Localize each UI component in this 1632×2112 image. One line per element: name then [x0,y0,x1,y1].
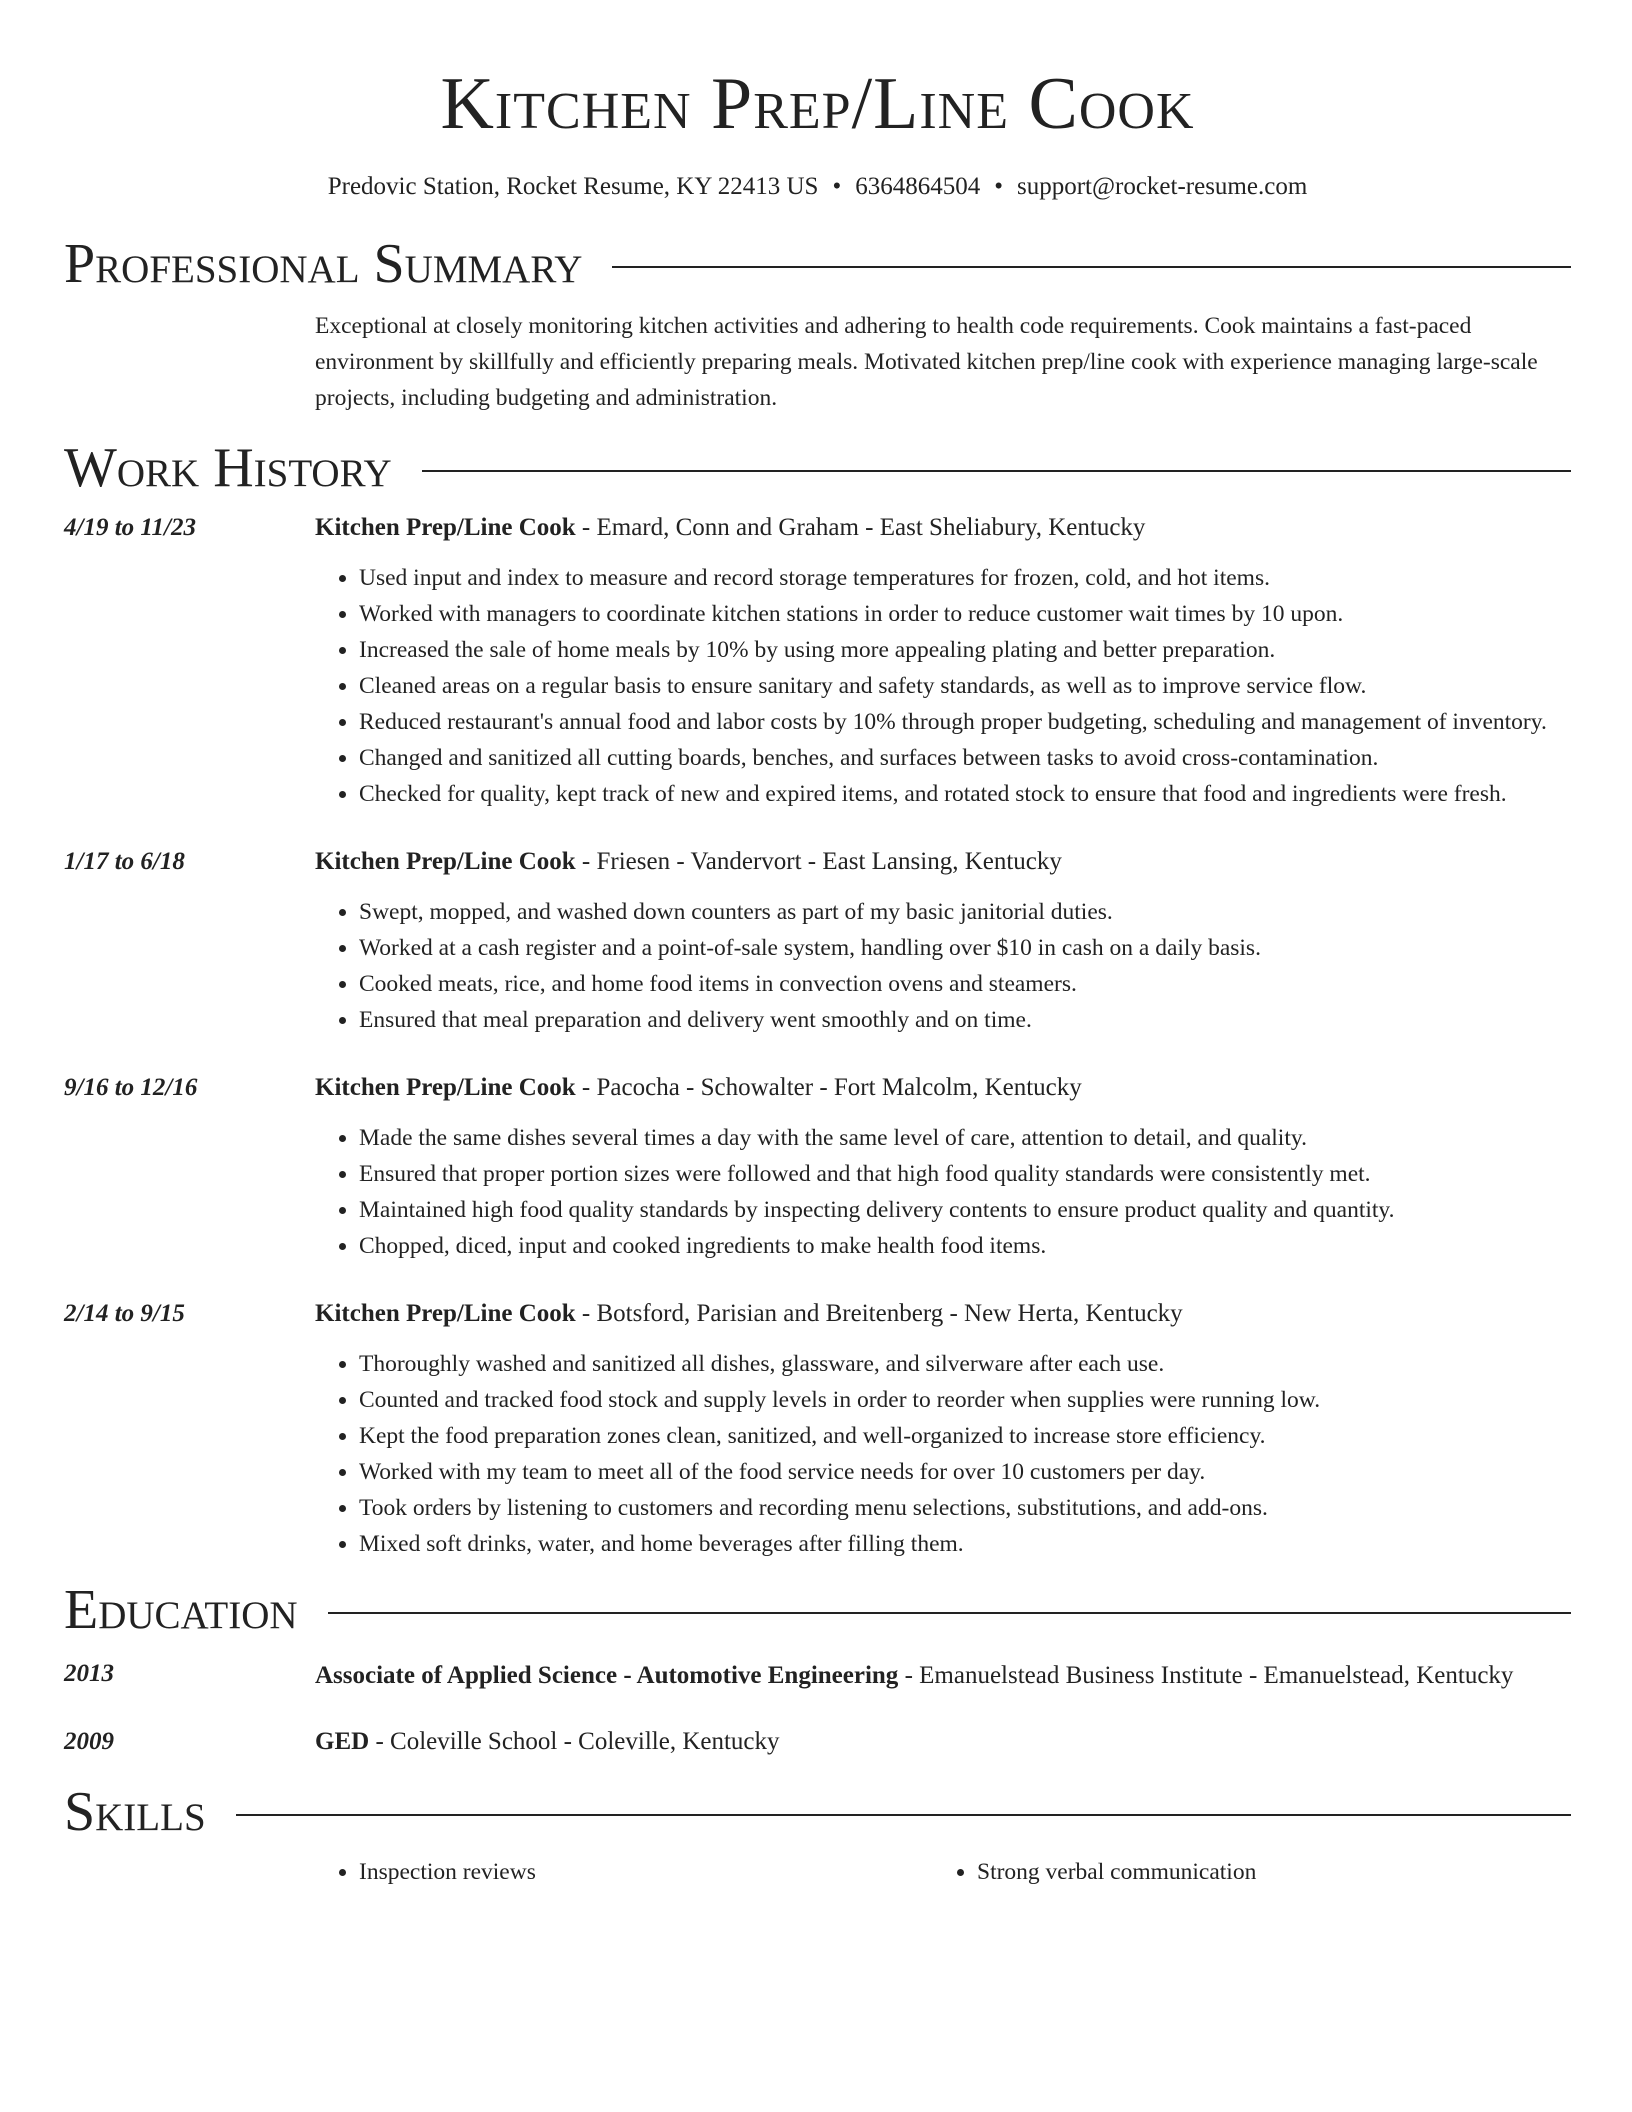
resume-page [64,0,1571,1890]
skills-column-left [315,1854,933,1890]
job-bullet: • Made the same dishes several times a day with the same level of care, attention to detail, and quality. [359,1120,1571,1156]
job-employer: - Botsford, Parisian and Breitenberg - New Herta, Kentucky [575,1300,1183,1327]
job-title: Kitchen Prep/Line Cook [315,1074,576,1101]
job-bullet: • Increased the sale of home meals by 10% by using more appealing plating and better preparation. [359,632,1571,668]
summary-heading: Professional Summary [64,233,583,295]
job-bullet: • Worked at a cash register and a point-of-sale system, handling over $10 in cash on a daily basis. [359,930,1571,966]
job-bullet: • Maintained high food quality standards by inspecting delivery contents to ensure product quality and quantity. [359,1192,1571,1228]
job-bullet-list [315,560,1571,812]
education-year: 2013 [64,1660,114,1687]
job-title-line [315,844,1571,880]
job-body [315,1070,1571,1264]
education-degree: GED [315,1728,370,1755]
job-bullet: • Kept the food preparation zones clean, sanitized, and well-organized to increase store efficiency. [359,1418,1571,1454]
education-heading: Education [64,1579,298,1641]
contact-separator: • [832,173,842,200]
work-heading: Work History [64,437,392,499]
skills-section-header [64,1782,1571,1842]
contact-address: Predovic Station, Rocket Resume, KY 22413 US [327,173,819,200]
job-entry [64,510,1571,812]
education-school: - Coleville School - Coleville, Kentucky [369,1728,780,1755]
job-title-line [315,1296,1571,1332]
skill-item: • Inspection reviews [359,1854,933,1890]
education-entry [64,1724,1571,1760]
job-title: Kitchen Prep/Line Cook [315,848,576,875]
job-title-line [315,510,1571,546]
education-degree: Associate of Applied Science - Automotive Engineering [315,1662,899,1689]
job-bullet: • Thoroughly washed and sanitized all dishes, glassware, and silverware after each use. [359,1346,1571,1382]
job-entry [64,1296,1571,1562]
job-bullet: • Used input and index to measure and record storage temperatures for frozen, cold, and hot items. [359,560,1571,596]
contact-email: support@rocket-resume.com [1016,173,1308,200]
section-divider [422,470,1571,472]
job-body [315,1296,1571,1562]
job-dates: 9/16 to 12/16 [64,1074,198,1101]
education-year: 2009 [64,1728,114,1755]
job-bullet: • Cooked meats, rice, and home food items in convection ovens and steamers. [359,966,1571,1002]
section-divider [236,1814,1571,1816]
job-bullet: • Ensured that meal preparation and delivery went smoothly and on time. [359,1002,1571,1038]
education-entry [64,1656,1571,1696]
skills-column-right [933,1854,1551,1890]
job-bullet: • Cleaned areas on a regular basis to ensure sanitary and safety standards, as well as to improve service flow. [359,668,1571,704]
job-body [315,510,1571,812]
job-title: Kitchen Prep/Line Cook [315,1300,576,1327]
job-bullet: • Worked with managers to coordinate kitchen stations in order to reduce customer wait times by 10 upon. [359,596,1571,632]
education-line [315,1724,1571,1760]
job-dates: 4/19 to 11/23 [64,514,196,541]
skills-heading: Skills [64,1781,206,1843]
summary-section-header [64,234,1571,294]
job-bullet: • Took orders by listening to customers and recording menu selections, substitutions, and add-ons. [359,1490,1571,1526]
job-bullet-list [315,1346,1571,1562]
education-section-header [64,1580,1571,1640]
education-school: - Emanuelstead Business Institute - Emanuelstead, Kentucky [898,1662,1514,1689]
job-title: Kitchen Prep/Line Cook [315,514,576,541]
job-employer: - Pacocha - Schowalter - Fort Malcolm, Kentucky [575,1074,1082,1101]
education-line [315,1656,1571,1696]
summary-text: Exceptional at closely monitoring kitchen activities and adhering to health code requirements. Cook maintains a fast-paced environment by skillfully and efficiently preparing meals. Motivated kitchen prep/line cook with experience managing large-scale projects, including budgeting and administration. [315,313,1538,411]
skills-list [315,1854,1571,1890]
section-divider [328,1612,1571,1614]
job-dates: 2/14 to 9/15 [64,1300,185,1327]
job-bullet: • Chopped, diced, input and cooked ingredients to make health food items. [359,1228,1571,1264]
job-bullet: • Counted and tracked food stock and supply levels in order to reorder when supplies were running low. [359,1382,1571,1418]
job-bullet: • Checked for quality, kept track of new and expired items, and rotated stock to ensure that food and ingredients were fresh. [359,776,1571,812]
section-divider [612,266,1571,268]
job-entry [64,844,1571,1038]
job-employer: - Friesen - Vandervort - East Lansing, Kentucky [575,848,1062,875]
job-bullet: • Reduced restaurant's annual food and labor costs by 10% through proper budgeting, scheduling and management of inventory. [359,704,1571,740]
contact-phone: 6364864504 [855,173,981,200]
contact-separator: • [994,173,1003,200]
job-bullet: • Swept, mopped, and washed down counters as part of my basic janitorial duties. [359,894,1571,930]
contact-line [64,172,1571,202]
job-dates: 1/17 to 6/18 [64,848,185,875]
work-section-header [64,438,1571,498]
candidate-name: Kitchen Prep/Line Cook [440,63,1195,145]
job-title-line [315,1070,1571,1106]
job-bullet: • Changed and sanitized all cutting boards, benches, and surfaces between tasks to avoid cross-contamination. [359,740,1571,776]
job-employer: - Emard, Conn and Graham - East Sheliabury, Kentucky [575,514,1146,541]
job-bullet: • Mixed soft drinks, water, and home beverages after filling them. [359,1526,1571,1562]
job-bullet: • Worked with my team to meet all of the food service needs for over 10 customers per day. [359,1454,1571,1490]
job-body [315,844,1571,1038]
job-bullet: • Ensured that proper portion sizes were followed and that high food quality standards were consistently met. [359,1156,1571,1192]
skill-item: • Strong verbal communication [977,1854,1551,1890]
job-entry [64,1070,1571,1264]
job-bullet-list [315,1120,1571,1264]
job-bullet-list [315,894,1571,1038]
